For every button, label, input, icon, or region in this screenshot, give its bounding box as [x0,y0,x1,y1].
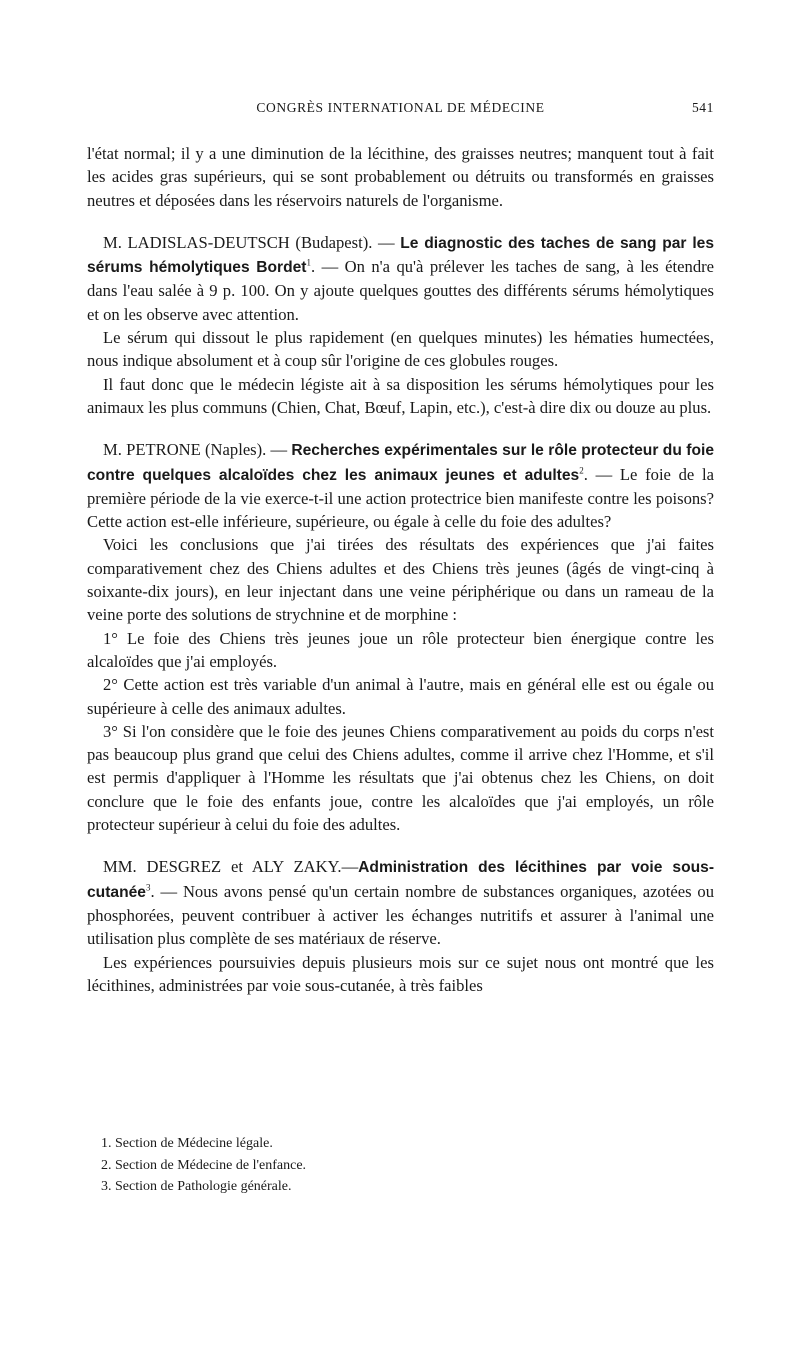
paragraph: Les expériences poursuivies depuis plusieurs mois sur ce sujet nous ont montré que les lécithines, administrées par voie sous-cutanée, à très faibles [87,952,714,995]
footnote: 1. Section de Médecine légale. [101,1136,273,1151]
section-desgrez-zaky [87,855,714,950]
paragraph: Le sérum qui dissout le plus rapidement (en quelques minutes) les hématies humectées, nous indique absolument et à coup sûr l'origine de ces globules rouges. [87,328,714,371]
section-title: Recherches expérimentales sur le rôle protecteur du foie contre quelques alcaloïdes chez les animaux jeunes et adultes [87,442,714,484]
section-text: . — Le foie de la première période de la vie exerce-t-il une action protectrice bien manifeste contre les poisons? Cette action est-elle inférieure, supérieure, ou égale à celle du foie des adultes? [87,464,714,532]
page-number: 541 [691,100,714,115]
footnote-ref: 1 [306,257,311,268]
section-text: . — Nous avons pensé qu'un certain nombre de substances organiques, azotées ou phosphorées, peuvent contribuer à activer les échanges nutritifs et assurer à l'animal une utilisation plus complète de ses matériaux de réserve. [87,881,714,949]
section-ladislas-deutsch [87,231,714,326]
paragraph: 2° Cette action est très variable d'un animal à l'autre, mais en général elle est ou égale ou supérieure à celle des animaux adultes. [87,675,714,718]
footnote-ref: 2 [579,465,584,476]
dash: — [266,440,292,460]
footnote: 2. Section de Médecine de l'enfance. [101,1157,307,1173]
author: M. LADISLAS-DEUTSCH (Budapest). [103,232,373,252]
dash: — [341,857,359,877]
dash: — [372,232,401,252]
running-header [87,100,714,122]
author: M. PETRONE (Naples). [103,440,267,460]
author: MM. DESGREZ et ALY ZAKY. [103,857,342,877]
paragraph-continuation: l'état normal; il y a une diminution de la lécithine, des graisses neutres; manquent tout à fait les acides gras supérieurs, qui se sont probablement ou détruits ou transformés en graisses neutres et déposées dans les réservoirs naturels de l'organisme. [87,144,714,210]
footnote: 3. Section de Pathologie générale. [101,1179,292,1194]
body-text [87,142,714,997]
paragraph: 1° Le foie des Chiens très jeunes joue un rôle protecteur bien énergique contre les alcaloïdes que j'ai employés. [87,628,714,671]
footnotes [87,1133,714,1198]
footnote-ref: 3 [145,882,151,893]
paragraph: Il faut donc que le médecin légiste ait à sa disposition les sérums hémolytiques pour les animaux les plus communs (Chien, Chat, Bœuf, Lapin, etc.), c'est-à dire dix ou douze au plus. [87,374,714,417]
page [87,100,714,997]
section-text: . — On n'a qu'à prélever les taches de sang, à les étendre dans l'eau salée à 9 p. 100. On y ajoute quelques gouttes des différents sérums hémolytiques et on les observe avec attention. [87,257,715,324]
paragraph: 3° Si l'on considère que le foie des jeunes Chiens comparativement au poids du corps n'est pas beaucoup plus grand que celui des Chiens adultes, comme il arrive chez l'Homme, et s'il est permis d'appliquer à l'Homme les résultats que j'ai obtenus chez les Chiens, on doit conclure que le foie des enfants joue, contre les alcaloïdes que j'ai employés, un rôle protecteur supérieur à celui du foie des adultes. [87,721,714,835]
section-title: Le diagnostic des taches de sang par les sérums hémolytiques Bordet [87,234,714,277]
section-petrone [87,438,714,533]
section-title: Administration des lécithines par voie sous-cutanée [87,859,715,901]
paragraph: Voici les conclusions que j'ai tirées des résultats des expériences que j'ai faites comparativement chez des Chiens adultes et des Chiens très jeunes (âgés de vingt-cinq à soixante-dix jours), en leur injectant dans une veine périphérique ou dans un rameau de la veine porte des solutions de strychnine et de morphine : [87,535,714,625]
header-title: CONGRÈS INTERNATIONAL DE MÉDECINE [256,100,545,115]
